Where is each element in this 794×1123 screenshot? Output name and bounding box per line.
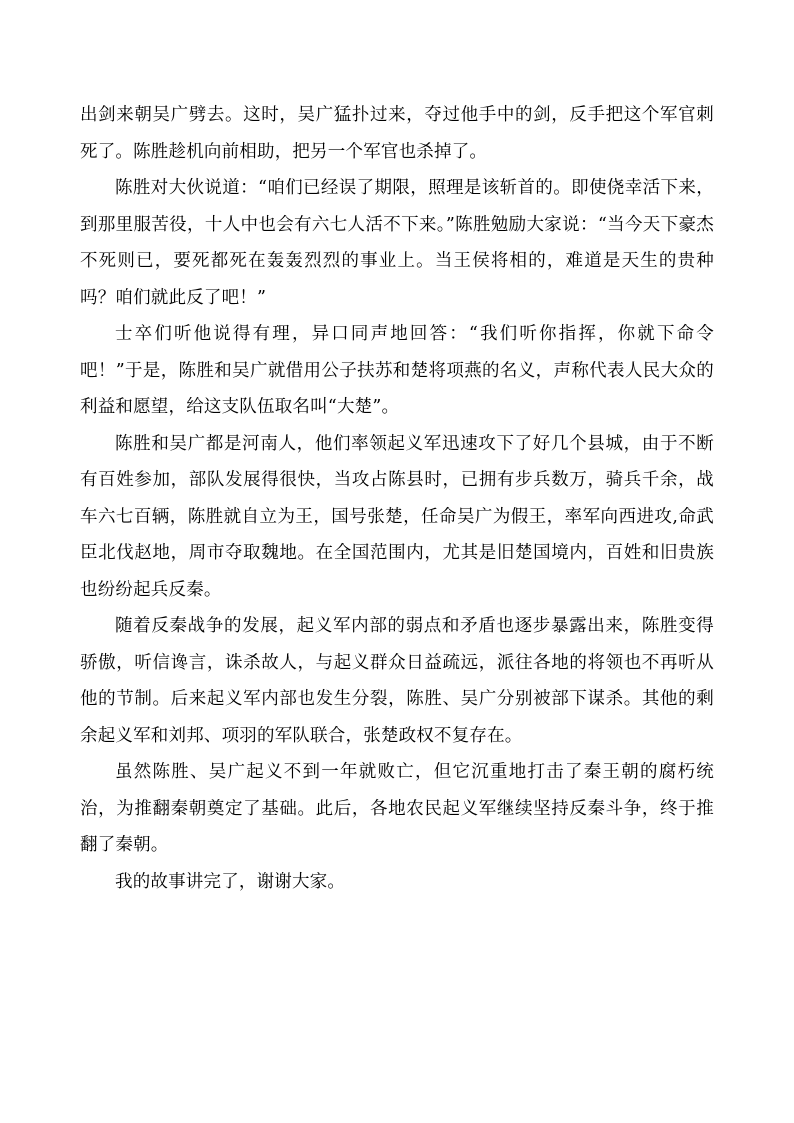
paragraph-5: 随着反秦战争的发展，起义军内部的弱点和矛盾也逐步暴露出来，陈胜变得骄傲，听信谗言，诛杀故人，与起义群众日益疏远，派往各地的将领也不再听从他的节制。后来起义军内部也发生分裂，陈胜、吴广分别被部下谋杀。其他的剩余起义军和刘邦、项羽的军队联合，张楚政权不复存在。: [80, 616, 714, 746]
paragraph-4: 陈胜和吴广都是河南人，他们率领起义军迅速攻下了好几个县城，由于不断有百姓参加，部队发展得很快，当攻占陈县时，已拥有步兵数万，骑兵千余，战车六七百辆，陈胜就自立为王，国号张楚，任命吴广为假王，率军向西进攻,命武臣北伐赵地，周市夺取魏地。在全国范围内，尤其是旧楚国境内，百姓和旧贵族也纷纷起兵反秦。: [80, 433, 714, 600]
document-body: [80, 97, 714, 900]
paragraph-1: 出剑来朝吴广劈去。这时，吴广猛扑过来，夺过他手中的剑，反手把这个军官刺死了。陈胜趁机向前相助，把另一个军官也杀掉了。: [80, 105, 714, 162]
paragraph-7: 我的故事讲完了，谢谢大家。: [115, 871, 346, 892]
paragraph-6: 虽然陈胜、吴广起义不到一年就败亡，但它沉重地打击了秦王朝的腐朽统治，为推翻秦朝奠定了基础。此后，各地农民起义军继续坚持反秦斗争，终于推翻了秦朝。: [80, 762, 714, 855]
paragraph-2: 陈胜对大伙说道：“咱们已经误了期限，照理是该斩首的。即使侥幸活下来，到那里服苦役，十人中也会有六七人活不下来。”陈胜勉励大家说：“当今天下豪杰不死则已，要死都死在轰轰烈烈的事业上。当王侯将相的，难道是天生的贵种吗？咱们就此反了吧！”: [80, 178, 714, 308]
paragraph-3: 士卒们听他说得有理，异口同声地回答：“我们听你指挥，你就下命令吧！”于是，陈胜和吴广就借用公子扶苏和楚将项燕的名义，声称代表人民大众的利益和愿望，给这支队伍取名叫“大楚”。: [80, 324, 714, 417]
